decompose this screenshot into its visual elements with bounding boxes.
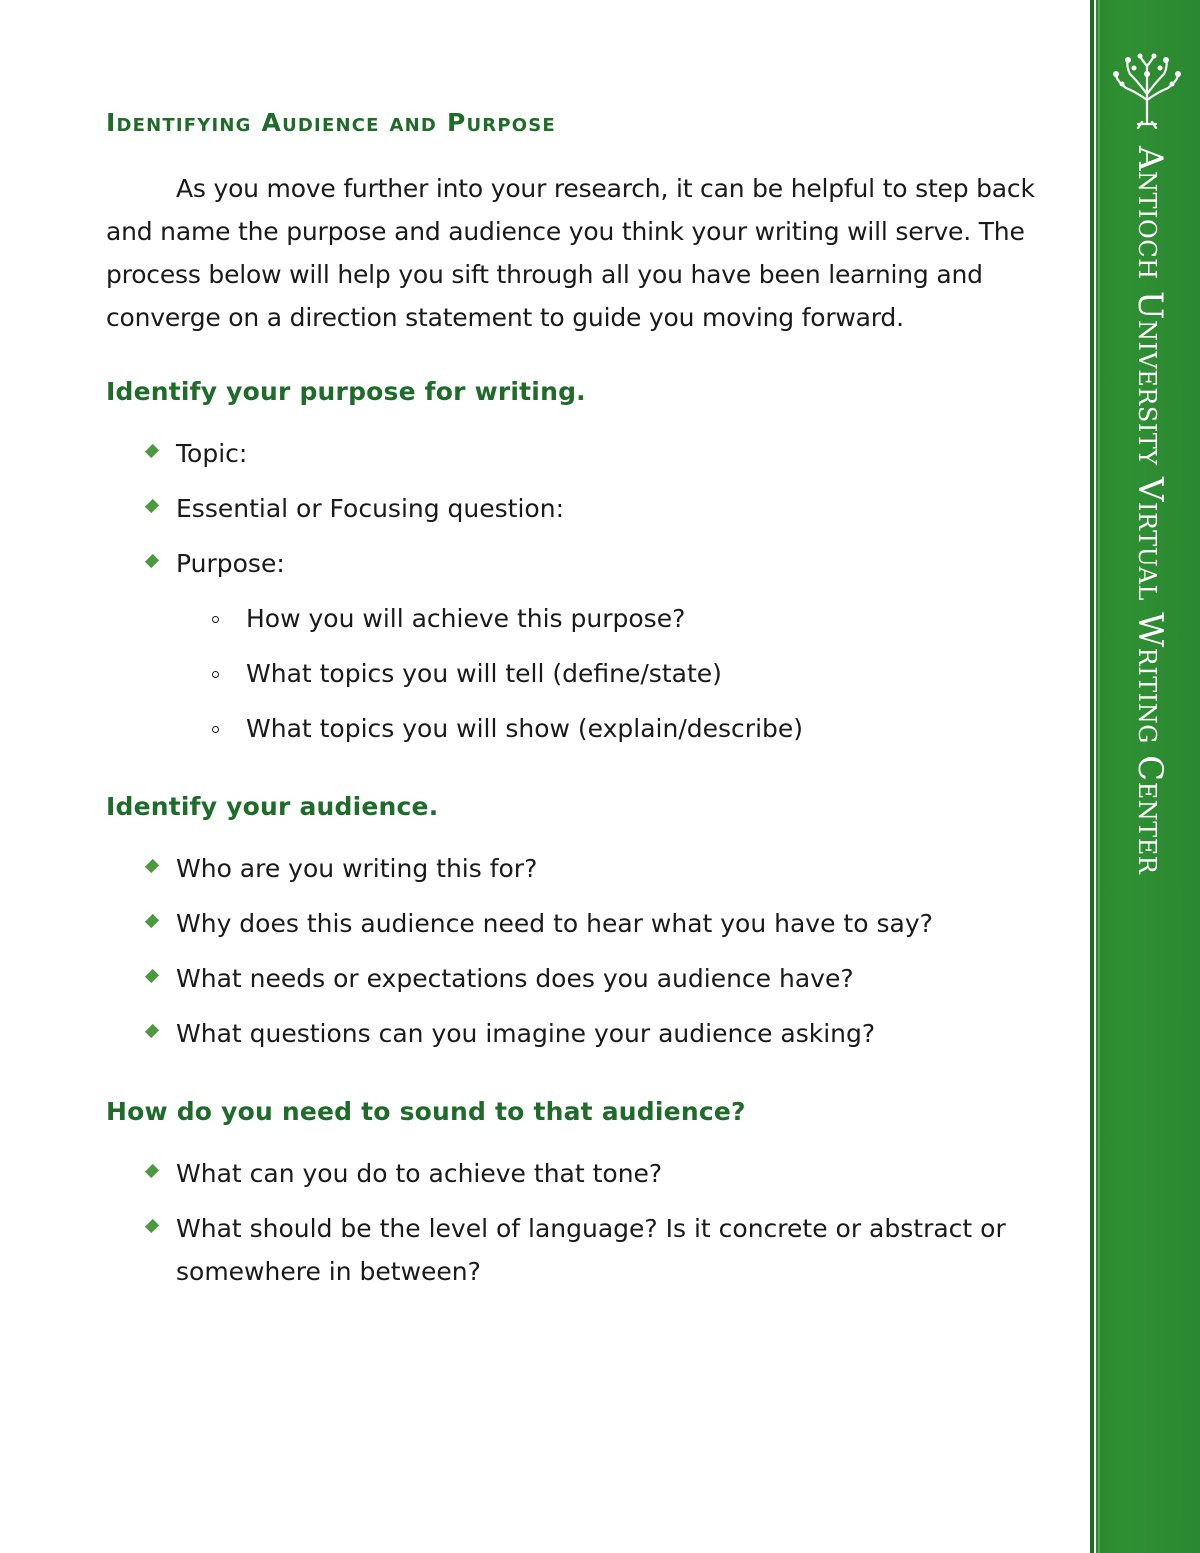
circle-bullet-icon (212, 616, 219, 623)
tone-heading: How do you need to sound to that audience? (106, 1097, 746, 1126)
circle-bullet-icon (212, 671, 219, 678)
sub-list-item: How you will achieve this purpose? (176, 597, 1036, 640)
tone-list (106, 1152, 1036, 1293)
diamond-bullet-icon (145, 499, 159, 513)
diamond-bullet-icon (145, 969, 159, 983)
list-item: Purpose: How you will achieve this purpose? What topics you will tell (define/state) What topics you will show (explain/describe) (106, 542, 1036, 750)
diamond-bullet-icon (145, 1164, 159, 1178)
vertical-title: Antioch University Virtual Writing Center (1130, 146, 1170, 875)
diamond-bullet-icon (145, 1024, 159, 1038)
diamond-bullet-icon (145, 1219, 159, 1233)
list-item: Who are you writing this for? (106, 847, 1036, 890)
list-item: Essential or Focusing question: (106, 487, 1036, 530)
sub-list-item: What topics you will show (explain/describe) (176, 707, 1036, 750)
tree-icon (1108, 52, 1186, 132)
purpose-sub-list (176, 597, 1036, 750)
document-title: Identifying Audience and Purpose (106, 108, 556, 137)
document-content (106, 108, 1036, 1305)
sidebar-divider (1098, 0, 1100, 1553)
purpose-list (106, 432, 1036, 750)
circle-bullet-icon (212, 726, 219, 733)
diamond-bullet-icon (145, 444, 159, 458)
purpose-heading: Identify your purpose for writing. (106, 377, 586, 406)
diamond-bullet-icon (145, 914, 159, 928)
list-item: What can you do to achieve that tone? (106, 1152, 1036, 1195)
sub-list-item: What topics you will tell (define/state) (176, 652, 1036, 695)
audience-heading: Identify your audience. (106, 792, 439, 821)
list-item: Why does this audience need to hear what you have to say? (106, 902, 1036, 945)
audience-list (106, 847, 1036, 1055)
list-item: Topic: (106, 432, 1036, 475)
diamond-bullet-icon (145, 554, 159, 568)
list-item: What questions can you imagine your audience asking? (106, 1012, 1036, 1055)
list-item: What needs or expectations does you audience have? (106, 957, 1036, 1000)
list-item: What should be the level of language? Is it concrete or abstract or somewhere in between? (106, 1207, 1036, 1293)
diamond-bullet-icon (145, 859, 159, 873)
intro-paragraph: As you move further into your research, it can be helpful to step back and name the purpose and audience you think your writing will serve. The process below will help you sift through all you have been learning and converge on a direction statement to guide you moving forward. (106, 174, 1035, 332)
